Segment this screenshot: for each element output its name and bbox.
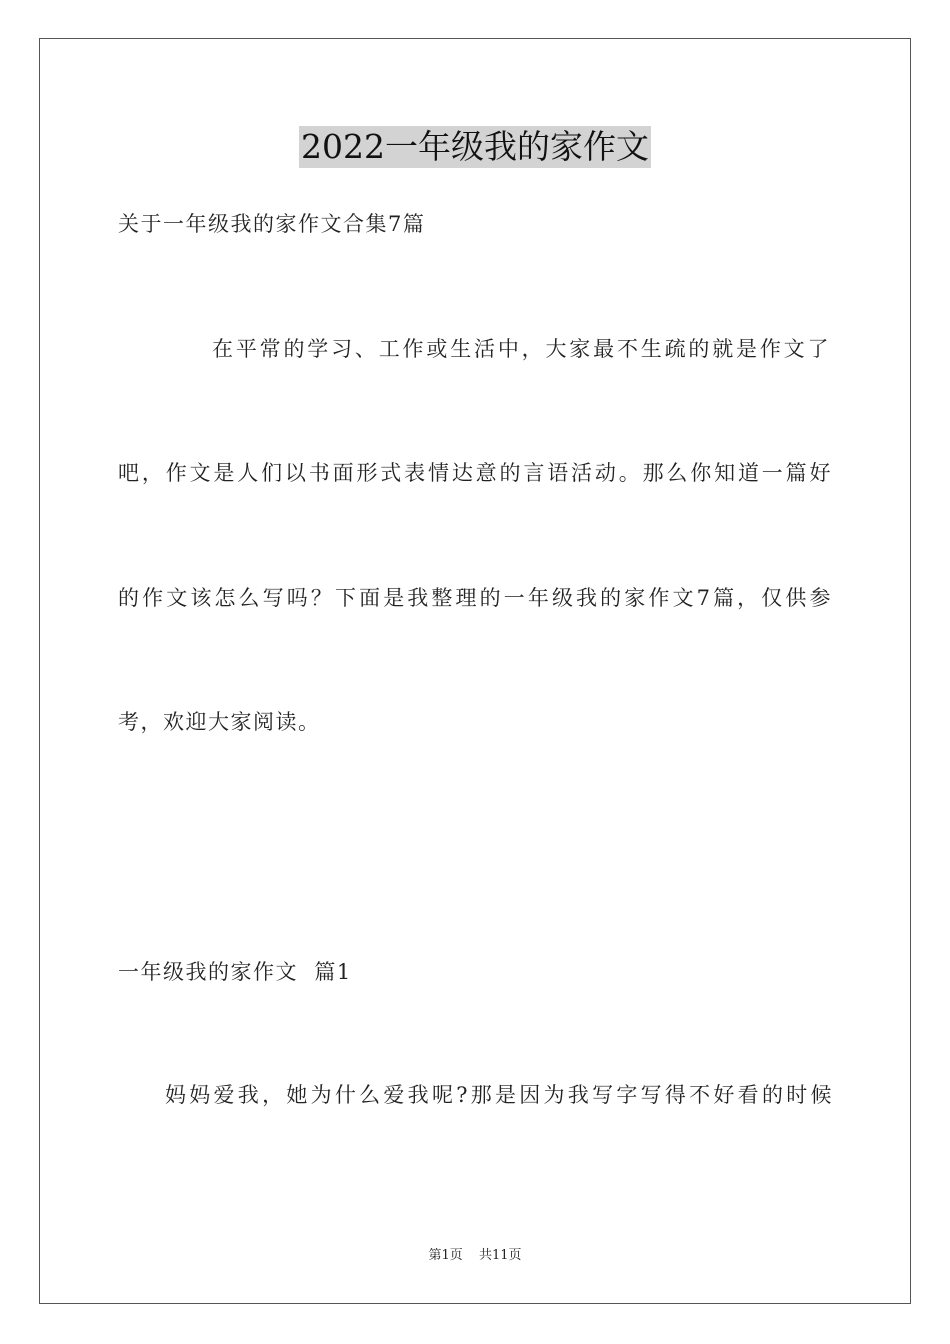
- page-footer: [0, 1247, 950, 1265]
- document-subtitle: 关于一年级我的家作文合集7篇: [118, 212, 426, 236]
- intro-line-2: 吧，作文是人们以书面形式表情达意的言语活动。那么你知道一篇好: [118, 461, 832, 485]
- title-container: [0, 126, 950, 168]
- document-title: 2022一年级我的家作文: [301, 127, 649, 166]
- section-heading: 一年级我的家作文 篇1: [118, 960, 352, 984]
- body-line-1: 妈妈爱我，她为什么爱我呢?那是因为我写字写得不好看的时候: [165, 1083, 833, 1107]
- page-number: 第1页: [428, 1248, 463, 1263]
- intro-line-4: 考，欢迎大家阅读。: [118, 710, 321, 734]
- intro-line-3: 的作文该怎么写吗？下面是我整理的一年级我的家作文7篇，仅供参: [118, 586, 832, 610]
- intro-line-1: 在平常的学习、工作或生活中，大家最不生疏的就是作文了: [212, 337, 830, 361]
- page-total: 共11页: [478, 1248, 522, 1263]
